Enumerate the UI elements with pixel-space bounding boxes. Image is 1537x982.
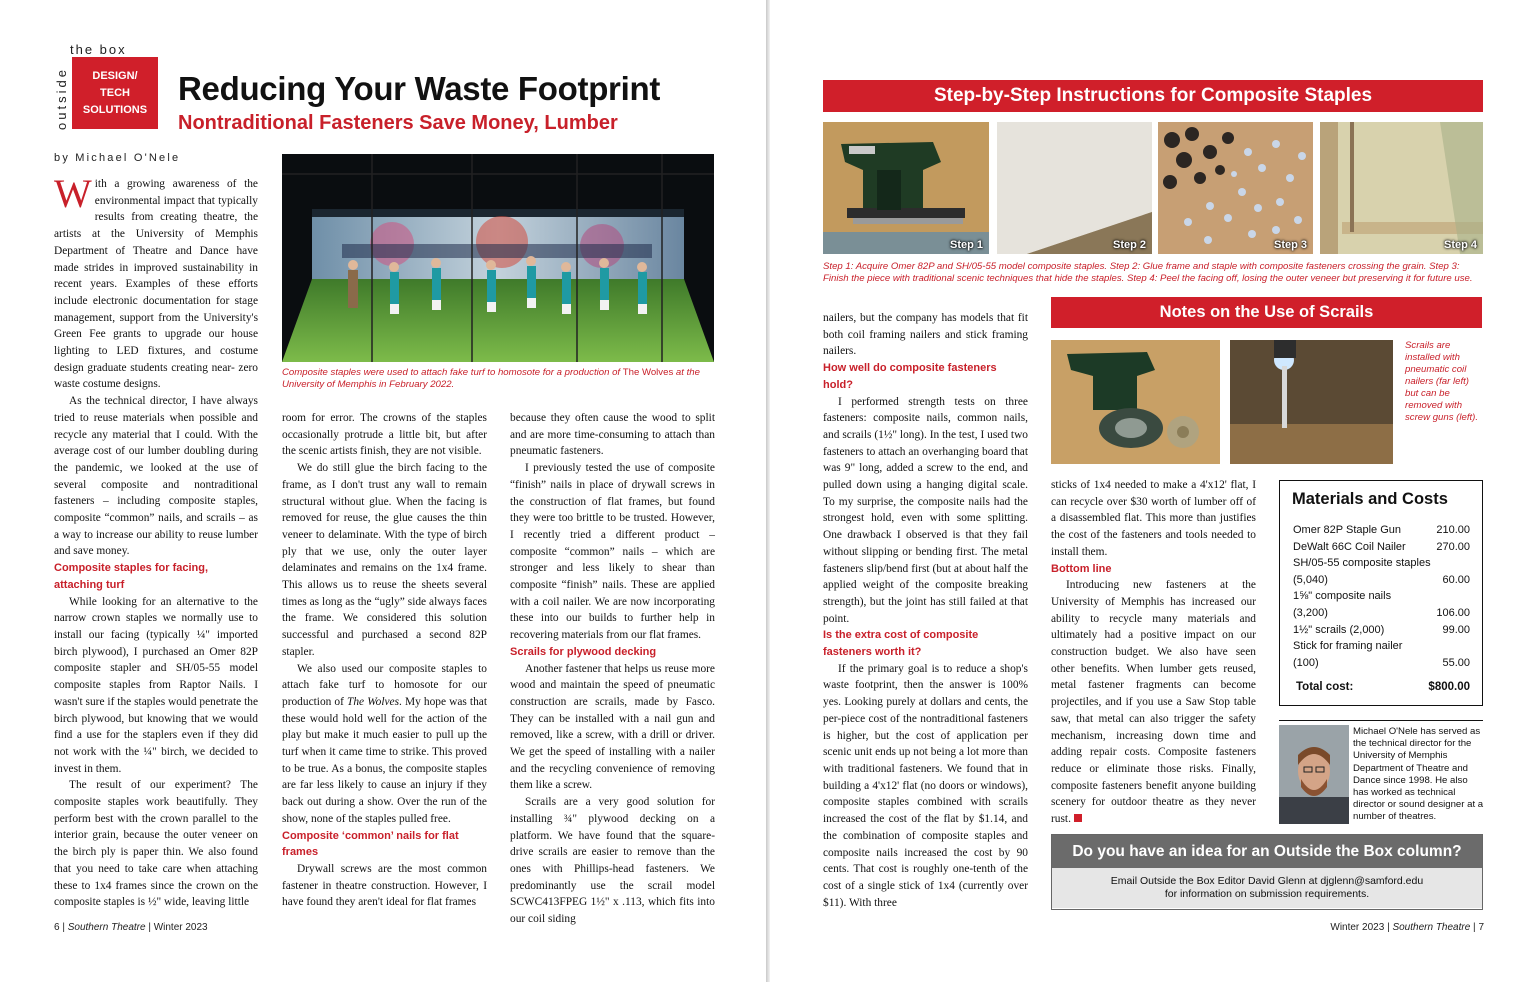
screw-gun-photo	[1230, 340, 1393, 464]
cost-item-label: Stick for framing nailer	[1293, 640, 1403, 653]
cost-item-value: 106.00	[1436, 606, 1470, 619]
paragraph: I previously tested the use of composite “finish” nails in place of drywall screws in the construction of flat frames, but found they were too brittle to be trusted. However, I recently tried a different product – composite “common” nails – which are stronger and less likely to shear than composite “finish” nails. These are applied with a coil nailer. We are now incorporating these into our builds to further help in recovering materials from our flat frames.	[510, 462, 715, 642]
screw-gun-illustration	[1230, 340, 1393, 464]
publication-name: Southern Theatre	[67, 922, 146, 933]
production-photo-caption: Composite staples were used to attach fake turf to homosote for a production of The Wolves at the University of Memphis in February 2022.	[282, 367, 700, 390]
cost-item-value: 210.00	[1436, 524, 1470, 536]
folio-right: Winter 2023 | Southern Theatre | 7	[1330, 922, 1484, 933]
cost-row	[1280, 522, 1482, 539]
paragraph: While looking for an alternative to the narrow crown staples we normally use to install our facing (typically ¼" imported birch plywood), I purchased an Omer 82P composite stapler and SH/05-55 model composite staples from Raptor Nails. I wasn't sure if the staples would penetrate the birch plywood, but knowing that we would find a use for the staplers even if they did not work with the ¼" birch, we decided to invest in them.	[54, 595, 258, 775]
drop-cap: W	[54, 171, 92, 216]
frame-illustration	[997, 122, 1152, 254]
step-label: Step 3	[1273, 239, 1307, 251]
peeled-facing-illustration	[1320, 122, 1483, 254]
callout-heading: Do you have an idea for an Outside the Box column?	[1052, 835, 1482, 868]
step-label: Step 1	[949, 239, 983, 251]
badge-line: SOLUTIONS	[82, 104, 148, 116]
subheading: Scrails for plywood decking	[510, 645, 657, 658]
scrails-caption: Scrails are installed with pneumatic coil nailers (far left) but can be removed with screw guns (left).	[1405, 340, 1479, 423]
cost-item-label: 1⅝" composite nails	[1293, 590, 1392, 603]
cost-row	[1280, 622, 1482, 639]
author-photo	[1279, 725, 1349, 824]
paragraph: Introducing new fasteners at the University of Memphis has increased our ability to recycle many materials and ultimately had a positive impact on our construction budget. We also have seen other benefits. When lumber gets reused, metal fastener fragments can become projectiles, and if you use a Saw Stop table saw, that metal can also trigger the safety mechanism, increasing down time and adding repair costs. Composite fasteners reduce or eliminate those risks. Finally, composite fasteners benefit anyone building scenery for outdoor theatre as they never rust.	[1051, 579, 1256, 826]
scrails-banner: Notes on the Use of Scrails	[1051, 297, 1482, 328]
cost-item-label: (3,200)	[1293, 606, 1328, 619]
cost-item-label: Omer 82P Staple Gun	[1293, 524, 1402, 536]
right-page	[770, 0, 1537, 982]
costs-list	[1280, 519, 1482, 671]
cost-item-label: SH/05-55 composite staples	[1293, 557, 1431, 570]
bio-divider	[1279, 720, 1483, 721]
cost-item-value: 60.00	[1442, 573, 1470, 586]
page-number: 6	[54, 922, 60, 933]
step-4-photo	[1320, 122, 1483, 254]
article-column-1	[54, 171, 258, 911]
subheading: How well do composite fasteners hold?	[823, 362, 997, 391]
subheading: Composite staples for facing, attaching turf	[54, 562, 209, 591]
folio-left: 6 | Southern Theatre | Winter 2023	[54, 922, 208, 933]
cost-item-label: DeWalt 66C Coil Nailer	[1293, 540, 1406, 553]
cost-item-value: 270.00	[1436, 540, 1470, 553]
publication-name: Southern Theatre	[1392, 922, 1471, 933]
subheading: Is the extra cost of composite fasteners worth it?	[823, 629, 979, 659]
badge-line: TECH	[100, 87, 130, 99]
paragraph: The result of our experiment? The composite staples work beautifully. They perform best with the crown parallel to the interior grain, because the outer veneer on the birch ply is paper thin. We also found that you need to take care when attaching these to 1x4 frames since the crown on the composite staples is ½" wide, leaving little	[54, 779, 258, 909]
callout-body	[1052, 868, 1482, 908]
paragraph: Scrails are a very good solution for installing ¾" plywood decking on a platform. We have found that the square-drive scrails are easier to remove than the ones with Phillips-head fasteners. We predominantly use the scrail model SCWC413FPEG 1½" x .113, which fits into our coil siding	[510, 796, 715, 926]
paragraph: I performed strength tests on three fasteners: composite nails, common nails, and scrails (1½" long). In the test, I used two fasteners to attach an overhanging board that was 9" long, added a screw to the end, and pulled down using a hanging digital scale. To my surprise, the composite nails had the strongest hold, even with some splitting. One drawback I observed is that they fail without slipping or bending first. The metal fasteners slip/bend first (but at about half the applied weight of the composite breaking strength), but the joint has still failed at that point.	[823, 395, 1028, 625]
left-page	[0, 0, 766, 982]
author-bio: Michael O'Nele has served as the technical director for the University of Memphis Department of Theatre and Dance since 1998. He also has worked as technical director or sound designer at a number of theatres.	[1353, 726, 1484, 823]
step-1-photo	[823, 122, 989, 254]
kicker-outside: outside	[54, 67, 69, 130]
article-column-3	[510, 410, 715, 928]
cost-row	[1280, 588, 1482, 605]
issue-name: Winter 2023	[1330, 922, 1385, 933]
callout-line-1: Email Outside the Box Editor David Glenn at djglenn@samford.edu	[1110, 875, 1424, 887]
steps-banner: Step-by-Step Instructions for Composite Staples	[823, 80, 1483, 112]
stapler-illustration	[823, 122, 989, 254]
page-number: 7	[1478, 922, 1484, 933]
paragraph: If the primary goal is to reduce a shop's waste footprint, then the answer is 100% yes. Looking purely at dollars and cents, the per-piece cost of the nontraditional fasteners is higher, but the cost of application per scenic unit ends up not being a lot more than with traditional fasteners. We found that in building a 4'x12' flat (no doors or windows), composite staples combined with scrails increased the cost of the flat by $1.14, and the combination of composite staples and composite nails increased the cost by 90 cents. That cost is roughly one-tenth of the cost of a single stick of 1x4 (currently over $11). With three	[823, 662, 1028, 909]
paragraph: Another fastener that helps us reuse more wood and maintain the speed of pneumatic construction are scrails, made by Fasco. They can be installed with a nail gun and removed, like a screw, with a drill or driver. We get the speed of installing with a nailer and the recycling convenience of removing them like a screw.	[510, 662, 715, 792]
paragraph: room for error. The crowns of the staples occasionally protrude a little bit, but after the scenic artists finish, they are not visible.	[282, 412, 487, 458]
subheading: Bottom line	[1051, 562, 1112, 575]
badge-line: DESIGN/	[92, 70, 138, 82]
painted-dots-illustration	[1158, 122, 1313, 254]
article-column-4	[823, 310, 1028, 911]
article-subhead: Nontraditional Fasteners Save Money, Lumber	[178, 112, 618, 134]
paragraph: because they often cause the wood to split and are more time-consuming to attach than pneumatic fasteners.	[510, 412, 715, 458]
materials-costs-box	[1279, 480, 1483, 706]
issue-name: Winter 2023	[153, 922, 208, 933]
cost-item-value: 99.00	[1442, 623, 1470, 636]
cost-row	[1280, 555, 1482, 572]
coil-nailer-illustration	[1051, 340, 1220, 464]
submission-callout	[1051, 834, 1483, 910]
cost-row	[1280, 605, 1482, 622]
callout-line-2: for information on submission requirements.	[1164, 888, 1370, 900]
byline: by Michael O'Nele	[54, 152, 181, 164]
cost-row	[1280, 572, 1482, 589]
article-column-5	[1051, 477, 1256, 828]
paragraph: nailers, but the company has models that fit both coil framing nailers and stick framing nailers.	[823, 312, 1028, 358]
step-label: Step 4	[1443, 239, 1477, 251]
cost-item-label: (5,040)	[1293, 573, 1328, 586]
paragraph: With a growing awareness of the environmental impact that typically results from creating theatre, the artists at the University of Memphis Department of Theatre and Dance have made strides in improved sustainability in recent years. Examples of these efforts include electronic documentation for stage management, support from the University's Green Fee grants to upgrade our house lighting to LED fixtures, and costume design graduate students creating near- zero waste costume designs.	[54, 171, 258, 391]
costs-total-row	[1280, 671, 1482, 693]
step-2-photo	[997, 122, 1152, 254]
article-headline: Reducing Your Waste Footprint	[178, 70, 661, 107]
cost-row	[1280, 539, 1482, 556]
total-label: Total cost:	[1296, 681, 1354, 694]
section-badge	[72, 57, 158, 129]
coil-nailer-photo	[1051, 340, 1220, 464]
cost-item-label: (100)	[1293, 656, 1319, 669]
kicker-the-box: the box	[70, 42, 127, 57]
production-photo-art	[282, 154, 714, 362]
step-3-photo	[1158, 122, 1313, 254]
paragraph: As the technical director, I have always tried to reuse materials when possible and recycle any material that I could. With the average cost of our lumber doubling during the pandemic, we looked at the use of several composite and nontraditional fasteners – including composite staples, composite “common” nails, and scrails – as a way to increase our ability to reuse lumber and save money.	[54, 395, 258, 558]
paragraph: sticks of 1x4 needed to make a 4'x12' flat, I can recycle over $30 worth of lumber off of a disassembled flat. This more than justifies the cost of the fasteners and tools needed to install them.	[1051, 479, 1256, 558]
total-value: $800.00	[1428, 681, 1470, 694]
end-mark	[1074, 814, 1082, 822]
production-photo	[282, 154, 714, 362]
cost-row	[1280, 638, 1482, 655]
article-column-2	[282, 410, 487, 911]
cost-item-label: 1½" scrails (2,000)	[1293, 623, 1385, 636]
subheading: Composite ‘common’ nails for flat frames	[282, 829, 459, 859]
costs-title: Materials and Costs	[1280, 481, 1482, 519]
cost-item-value: 55.00	[1442, 656, 1470, 669]
paragraph: We also used our composite staples to attach fake turf to homosote for our production of The Wolves. My hope was that these would hold well for the action of the play but make it much easier to pull up the turf when it came time to strike. This proved to be true. As a bonus, the composite staples are far less likely to cause an injury if they back out during a show. Over the run of the show, none of the staples pulled free.	[282, 662, 488, 825]
cost-row	[1280, 655, 1482, 672]
paragraph: Drywall screws are the most common fastener in theatre construction. However, I have found they aren't ideal for flat frames	[282, 862, 487, 909]
author-portrait	[1279, 725, 1349, 824]
paragraph: We do still glue the birch facing to the frame, as I don't trust any wall to remain structural without glue. When the facing is removed for reuse, the glue causes the thin veneer to delaminate. With the type of birch ply that we use, only the outer layer delaminates and remains on the 1x4 frame. This allows us to reuse the sheets several times as long as the “ugly” side always faces the frame. We considered this solution successful and purchased a second 82P stapler.	[282, 462, 487, 658]
steps-caption: Step 1: Acquire Omer 82P and SH/05-55 model composite staples. Step 2: Glue frame and staple with composite fasteners crossing the grain. Step 3: Finish the piece with traditional scenic techniques that hide the staples. Step 4: Peel the facing off, losing the outer veneer but preserving it for future use.	[823, 261, 1473, 284]
step-label: Step 2	[1112, 239, 1146, 251]
